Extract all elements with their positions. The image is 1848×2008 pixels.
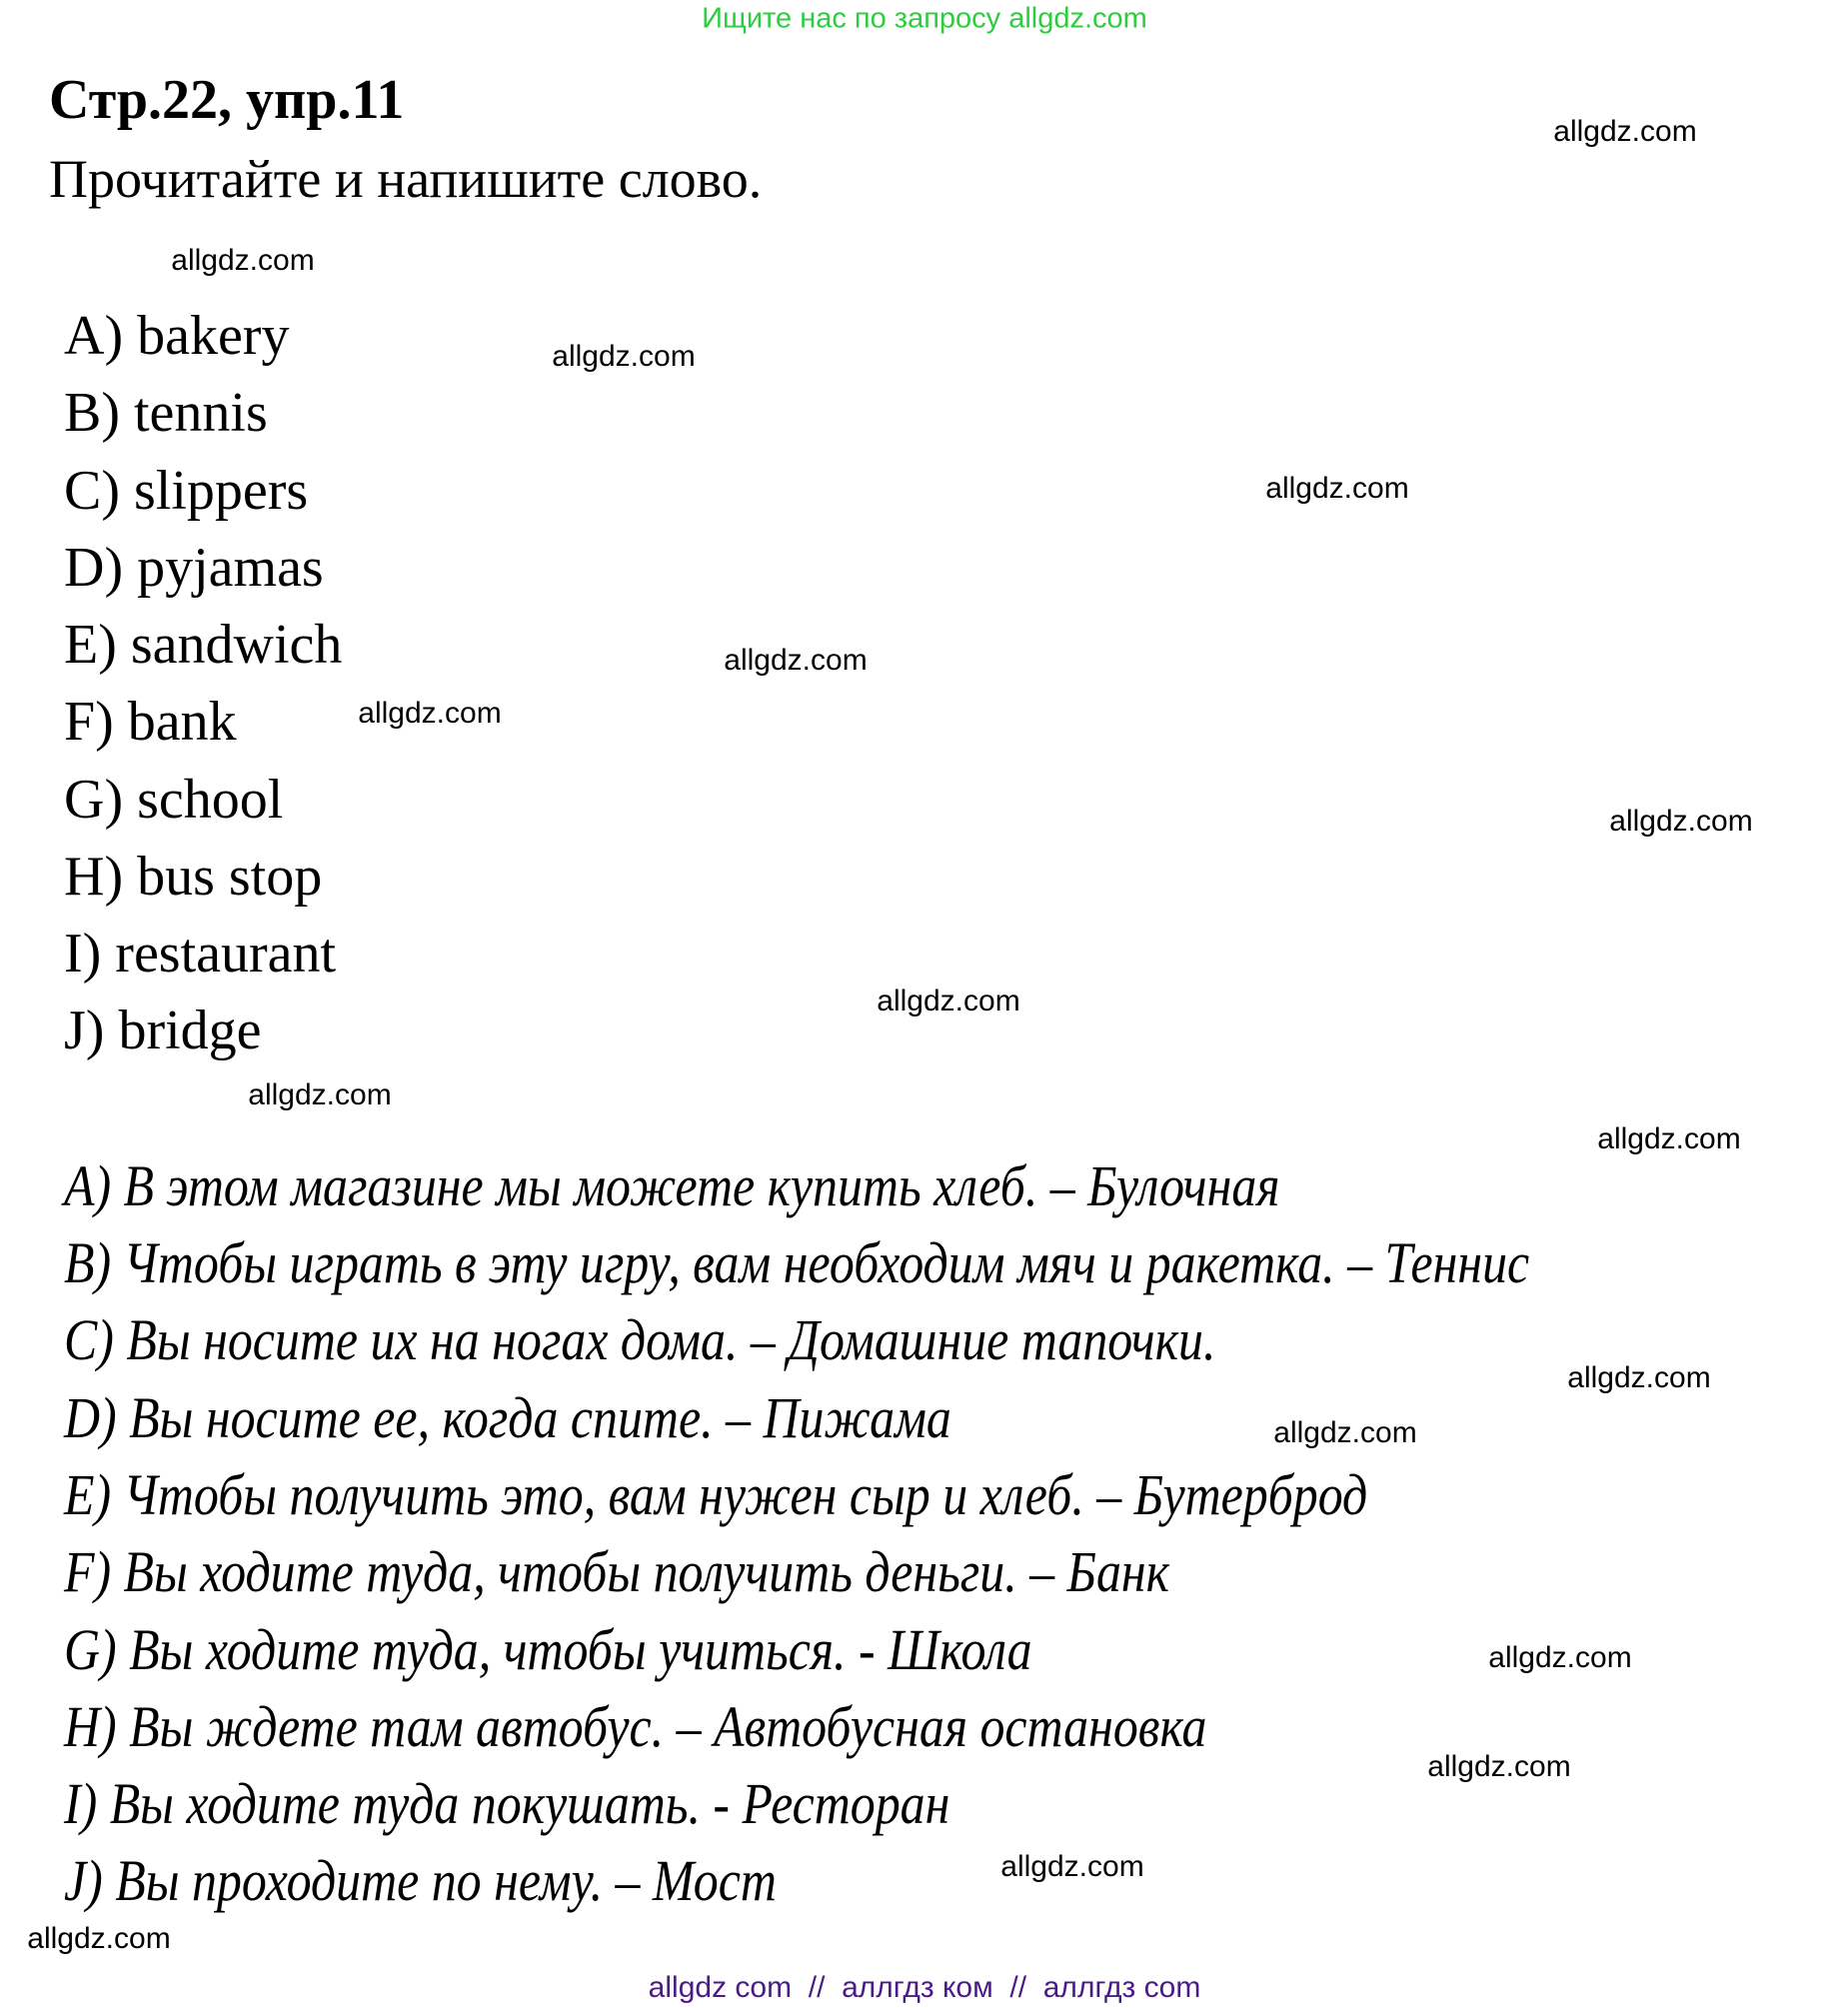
watermark: allgdz.com (248, 1078, 392, 1111)
watermark: allgdz.com (358, 697, 502, 730)
watermark: allgdz.com (1567, 1361, 1711, 1394)
word-item: C) slippers (64, 460, 309, 522)
answer-item: J) Вы проходите по нему. – Мост (64, 1848, 777, 1913)
watermark: allgdz.com (171, 244, 315, 277)
watermark: allgdz.com (1609, 805, 1753, 838)
word-item: J) bridge (64, 1000, 262, 1061)
word-item: I) restaurant (64, 923, 337, 985)
answer-item: F) Вы ходите туда, чтобы получить деньги. – Банк (64, 1539, 1169, 1604)
answer-item: D) Вы носите ее, когда спите. – Пижама (64, 1385, 951, 1450)
answer-item: E) Чтобы получить это, вам нужен сыр и хлеб. – Бутерброд (64, 1462, 1368, 1527)
answer-item: C) Вы носите их на ногах дома. – Домашние тапочки. (64, 1307, 1216, 1372)
watermark: allgdz.com (1000, 1850, 1144, 1883)
footer-links: allgdz com // аллгдз ком // аллгдз com (648, 1971, 1201, 2004)
watermark: allgdz.com (1273, 1416, 1417, 1449)
watermark: allgdz.com (552, 340, 696, 373)
search-banner: Ищите нас по запросу allgdz.com (702, 2, 1147, 35)
watermark: allgdz.com (724, 644, 868, 677)
watermark: allgdz.com (877, 985, 1020, 1017)
answer-item: G) Вы ходите туда, чтобы учиться. - Школа (64, 1617, 1032, 1682)
word-item: B) tennis (64, 382, 268, 444)
answer-item: I) Вы ходите туда покушать. - Ресторан (64, 1771, 950, 1836)
answer-item: B) Чтобы играть в эту игру, вам необходим мяч и ракетка. – Теннис (64, 1230, 1530, 1295)
exercise-instruction: Прочитайте и напишите слово. (49, 149, 763, 209)
watermark: allgdz.com (1488, 1641, 1632, 1674)
watermark: allgdz.com (1427, 1750, 1571, 1783)
watermark: allgdz.com (27, 1922, 171, 1955)
word-item: A) bakery (64, 305, 290, 367)
word-item: E) sandwich (64, 614, 343, 676)
word-item: F) bank (64, 691, 237, 753)
watermark: allgdz.com (1553, 115, 1697, 148)
word-item: H) bus stop (64, 846, 323, 908)
answer-item: H) Вы ждете там автобус. – Автобусная остановка (64, 1694, 1207, 1759)
word-item: D) pyjamas (64, 537, 324, 599)
page-title: Стр.22, упр.11 (49, 69, 405, 131)
word-item: G) school (64, 769, 284, 831)
watermark: allgdz.com (1265, 472, 1409, 505)
watermark: allgdz.com (1597, 1122, 1741, 1155)
answer-item: A) В этом магазине мы можете купить хлеб. – Булочная (64, 1153, 1280, 1218)
